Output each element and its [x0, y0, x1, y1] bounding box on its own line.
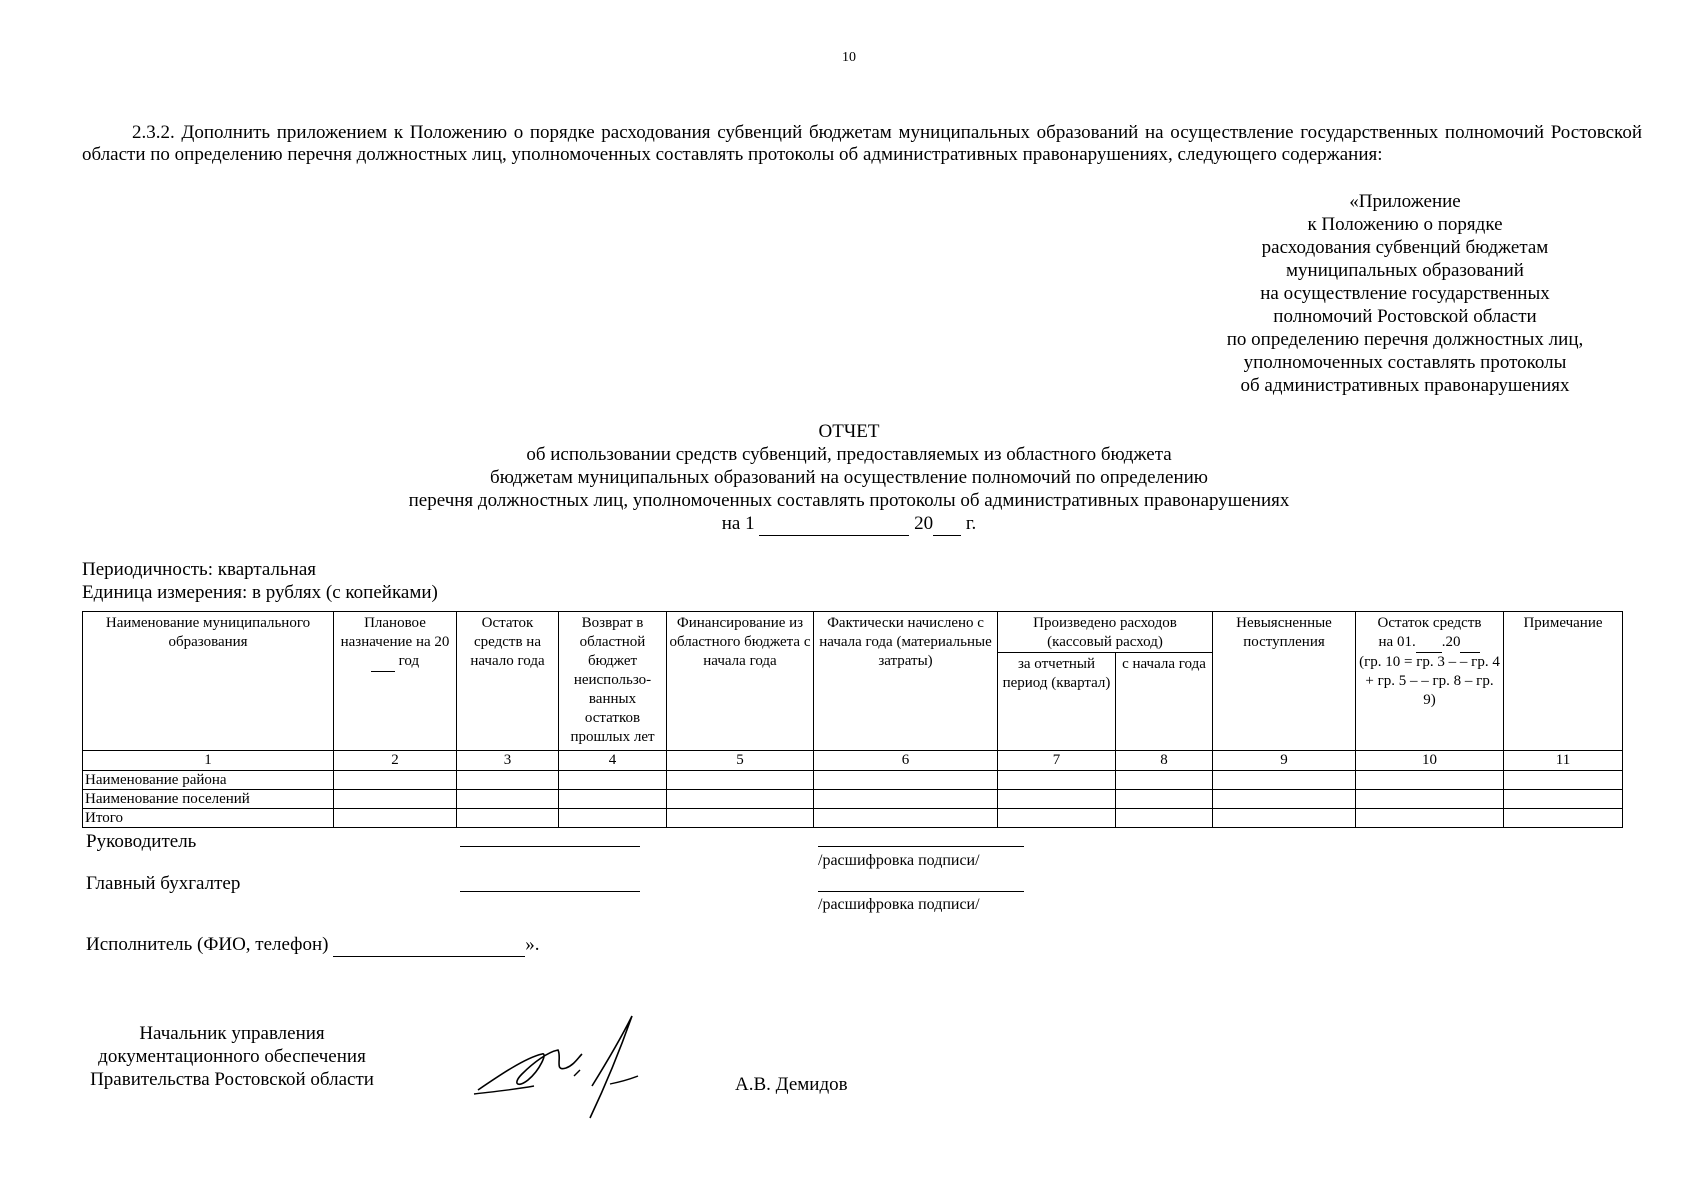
- unit-of-measure: Единица измерения: в рублях (с копейками): [82, 582, 438, 603]
- column-number: 2: [334, 751, 457, 771]
- table-cell[interactable]: [1213, 790, 1356, 809]
- table-cell[interactable]: [814, 809, 998, 828]
- header-planned: Плановое назначение на 20 год: [334, 612, 457, 751]
- position-line: Начальник управления: [139, 1023, 325, 1044]
- table-cell[interactable]: [559, 771, 667, 790]
- report-subtitle-line: бюджетам муниципальных образований на осуществление полномочий по определению: [490, 467, 1208, 488]
- column-number: 6: [814, 751, 998, 771]
- table-cell[interactable]: [1116, 790, 1213, 809]
- report-subtitle-line: об использовании средств субвенций, предоставляемых из областного бюджета: [526, 444, 1172, 465]
- table-cell[interactable]: [1116, 809, 1213, 828]
- table-cell[interactable]: [814, 790, 998, 809]
- table-cell[interactable]: [1116, 771, 1213, 790]
- table-row: [83, 809, 1623, 828]
- report-date-line: [0, 512, 1698, 536]
- table-cell[interactable]: [1504, 771, 1623, 790]
- table-cell[interactable]: [1356, 771, 1504, 790]
- date-suffix: г.: [965, 513, 977, 534]
- signatory-position: [82, 1022, 382, 1091]
- table-cell[interactable]: [559, 809, 667, 828]
- annex-line: расходования субвенций бюджетам: [1261, 237, 1549, 258]
- annex-heading: [1210, 190, 1600, 397]
- table-cell[interactable]: [1213, 771, 1356, 790]
- table-cell[interactable]: [559, 790, 667, 809]
- column-number: 11: [1504, 751, 1623, 771]
- report-meta: [82, 558, 438, 604]
- table-cell[interactable]: [334, 771, 457, 790]
- table-row: [83, 771, 1623, 790]
- table-cell[interactable]: [1356, 790, 1504, 809]
- column-number: 10: [1356, 751, 1504, 771]
- column-number: 3: [457, 751, 559, 771]
- table-cell[interactable]: [814, 771, 998, 790]
- table-cell[interactable]: [667, 809, 814, 828]
- annex-line: муниципальных образований: [1286, 260, 1524, 281]
- table-cell[interactable]: [1213, 809, 1356, 828]
- header-expenses-group: Произведено расходов (кассовый расход): [998, 612, 1213, 653]
- annex-line: «Приложение: [1349, 191, 1461, 212]
- position-line: документационного обеспечения: [98, 1046, 366, 1067]
- head-decoding-caption: /расшифровка подписи/: [818, 852, 980, 869]
- column-number: 1: [83, 751, 334, 771]
- row-label: Наименование района: [83, 771, 334, 790]
- column-number: 8: [1116, 751, 1213, 771]
- annex-line: к Положению о порядке: [1307, 214, 1503, 235]
- executor-end: ».: [525, 934, 540, 955]
- report-table: [82, 611, 1623, 828]
- header-since-year-start: с начала года: [1116, 653, 1213, 751]
- table-cell[interactable]: [998, 771, 1116, 790]
- table-cell[interactable]: [457, 771, 559, 790]
- table-cell[interactable]: [998, 809, 1116, 828]
- header-opening-balance: Остаток средств на начало года: [457, 612, 559, 751]
- annex-line: уполномоченных составлять протоколы: [1243, 352, 1567, 373]
- accountant-decoding-line[interactable]: [818, 891, 1024, 892]
- date-prefix: на 1: [721, 513, 755, 534]
- column-number: 4: [559, 751, 667, 771]
- table-cell[interactable]: [1504, 809, 1623, 828]
- table-cell[interactable]: [457, 809, 559, 828]
- page-number: 10: [842, 50, 856, 65]
- table-cell[interactable]: [334, 809, 457, 828]
- report-title: ОТЧЕТ: [818, 421, 880, 442]
- annex-line: по определению перечня должностных лиц,: [1226, 329, 1584, 350]
- periodicity: Периодичность: квартальная: [82, 559, 316, 580]
- column-number: 7: [998, 751, 1116, 771]
- executor-field[interactable]: [333, 933, 525, 957]
- header-return: Возврат в областной бюджет неиспользо-ванных остатков прошлых лет: [559, 612, 667, 751]
- head-signature-line[interactable]: [460, 846, 640, 847]
- table-cell[interactable]: [998, 790, 1116, 809]
- header-accrued: Фактически начислено с начала года (материальные затраты): [814, 612, 998, 751]
- header-period: за отчетный период (квартал): [998, 653, 1116, 751]
- table-row: [83, 790, 1623, 809]
- accountant-signature-line[interactable]: [460, 891, 640, 892]
- executor-row: [86, 933, 540, 957]
- table-cell[interactable]: [667, 790, 814, 809]
- header-note: Примечание: [1504, 612, 1623, 751]
- accountant-label: Главный бухгалтер: [86, 873, 241, 894]
- column-number: 5: [667, 751, 814, 771]
- report-title-block: [0, 420, 1698, 536]
- table-cell[interactable]: [1504, 790, 1623, 809]
- accountant-decoding-caption: /расшифровка подписи/: [818, 896, 980, 913]
- table-cell[interactable]: [1356, 809, 1504, 828]
- table-cell[interactable]: [457, 790, 559, 809]
- table-cell[interactable]: [334, 790, 457, 809]
- report-subtitle-line: перечня должностных лиц, уполномоченных составлять протоколы об административных правонарушениях: [408, 490, 1290, 511]
- signatory-name: А.В. Демидов: [735, 1074, 848, 1095]
- row-label: Итого: [83, 809, 334, 828]
- row-label: Наименование поселений: [83, 790, 334, 809]
- header-unclear-receipts: Невыясненные поступления: [1213, 612, 1356, 751]
- head-label: Руководитель: [86, 831, 197, 852]
- date-blank[interactable]: [759, 512, 909, 536]
- year-blank[interactable]: [933, 512, 961, 536]
- annex-line: полномочий Ростовской области: [1273, 306, 1537, 327]
- annex-line: об административных правонарушениях: [1240, 375, 1570, 396]
- date-year: 20: [914, 513, 934, 534]
- header-closing-balance: Остаток средств на 01. .20 (гр. 10 = гр. 3 – – гр. 4 + гр. 5 – – гр. 8 – гр. 9): [1356, 612, 1504, 751]
- head-decoding-line[interactable]: [818, 846, 1024, 847]
- position-line: Правительства Ростовской области: [90, 1069, 374, 1090]
- header-municipality: Наименование муниципального образования: [83, 612, 334, 751]
- table-cell[interactable]: [667, 771, 814, 790]
- executor-label: Исполнитель (ФИО, телефон): [86, 934, 329, 955]
- column-numbers-row: [83, 751, 1623, 771]
- header-financing: Финансирование из областного бюджета с начала года: [667, 612, 814, 751]
- column-number: 9: [1213, 751, 1356, 771]
- annex-line: на осуществление государственных: [1260, 283, 1550, 304]
- intro-paragraph: 2.3.2. Дополнить приложением к Положению о порядке расходования субвенций бюджетам муниципальных образований на осуществление государственных полномочий Ростовской области по определению перечня должностных лиц, уполномоченных составлять протоколы об административных правонарушениях, следующего содержания:: [82, 122, 1642, 165]
- handwritten-signature: [470, 1010, 690, 1125]
